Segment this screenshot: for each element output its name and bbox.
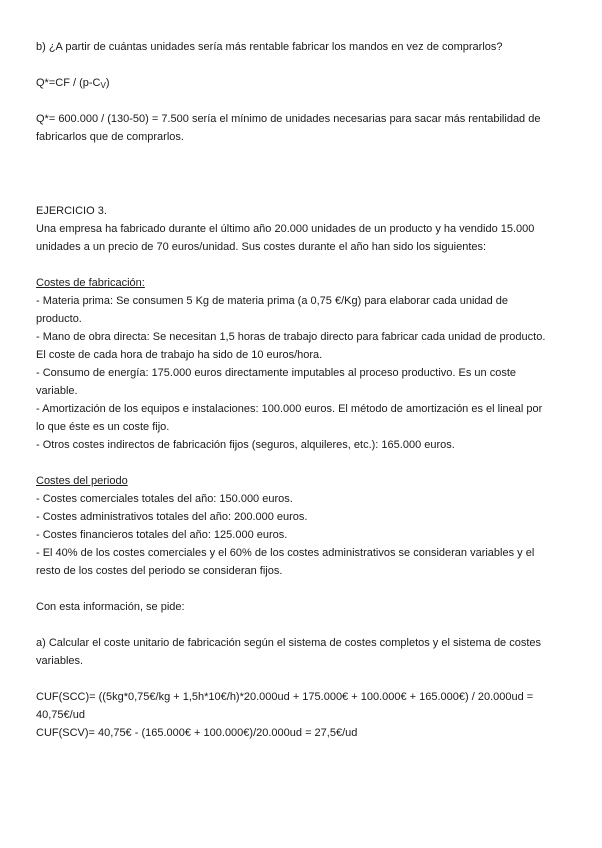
period-line: - El 40% de los costes comerciales y el 60% de los costes administrativos se consideran variables y el — [36, 547, 535, 559]
period-line: - Costes comerciales totales del año: 150.000 euros. — [36, 493, 293, 505]
calculation-line: CUF(SCV)= 40,75€ - (165.000€ + 100.000€)/20.000ud = 27,5€/ud — [36, 727, 358, 739]
part-b-answer-line: Q*= 600.000 / (130-50) = 7.500 sería el mínimo de unidades necesarias para sacar más rentabilidad de — [36, 113, 541, 125]
period-line: - Costes financieros totales del año: 125.000 euros. — [36, 529, 288, 541]
formula-main: Q*=CF / (p-C — [36, 77, 101, 89]
request-text: Con esta información, se pide: — [36, 601, 185, 613]
period-costs-heading: Costes del periodo — [36, 475, 128, 487]
exercise-intro-line: Una empresa ha fabricado durante el último año 20.000 unidades de un producto y ha vendido 15.000 — [36, 223, 535, 235]
fabrication-line: - Mano de obra directa: Se necesitan 1,5 horas de trabajo directo para fabricar cada unidad de producto. — [36, 331, 546, 343]
fabrication-line: - Amortización de los equipos e instalaciones: 100.000 euros. El método de amortización es el lineal por — [36, 403, 543, 415]
part-a-line: a) Calcular el coste unitario de fabricación según el sistema de costes completos y el sistema de costes — [36, 637, 542, 649]
fabrication-line: - Materia prima: Se consumen 5 Kg de materia prima (a 0,75 €/Kg) para elaborar cada unidad de — [36, 295, 509, 307]
period-line: - Costes administrativos totales del año: 200.000 euros. — [36, 511, 308, 523]
part-a-line: variables. — [36, 655, 84, 667]
fabrication-line: - Otros costes indirectos de fabricación fijos (seguros, alquileres, etc.): 165.000 euros. — [36, 439, 455, 451]
part-b-question: b) ¿A partir de cuántas unidades sería más rentable fabricar los mandos en vez de comprarlos? — [36, 41, 503, 53]
fabrication-line: - Consumo de energía: 175.000 euros directamente imputables al proceso productivo. Es un coste — [36, 367, 516, 379]
calculation-line: CUF(SCC)= ((5kg*0,75€/kg + 1,5h*10€/h)*20.000ud + 175.000€ + 100.000€ + 165.000€) / 20.000ud = — [36, 691, 534, 703]
exercise-title: EJERCICIO 3. — [36, 205, 107, 217]
exercise-intro-line: unidades a un precio de 70 euros/unidad. Sus costes durante el año han sido los siguientes: — [36, 241, 487, 253]
period-line: resto de los costes del periodo se consideran fijos. — [36, 565, 283, 577]
formula-subscript: V — [100, 81, 106, 90]
calculation-line: 40,75€/ud — [36, 709, 85, 721]
part-b-answer-line: fabricarlos que de comprarlos. — [36, 131, 184, 143]
fabrication-line: lo que éste es un coste fijo. — [36, 421, 170, 433]
document-page — [36, 38, 568, 742]
fabrication-line: variable. — [36, 385, 78, 397]
fabrication-line: El coste de cada hora de trabajo ha sido de 10 euros/hora. — [36, 349, 323, 361]
formula-end: ) — [105, 77, 110, 89]
fabrication-costs-heading: Costes de fabricación: — [36, 277, 145, 289]
part-b-formula — [36, 74, 568, 92]
fabrication-line: producto. — [36, 313, 82, 325]
